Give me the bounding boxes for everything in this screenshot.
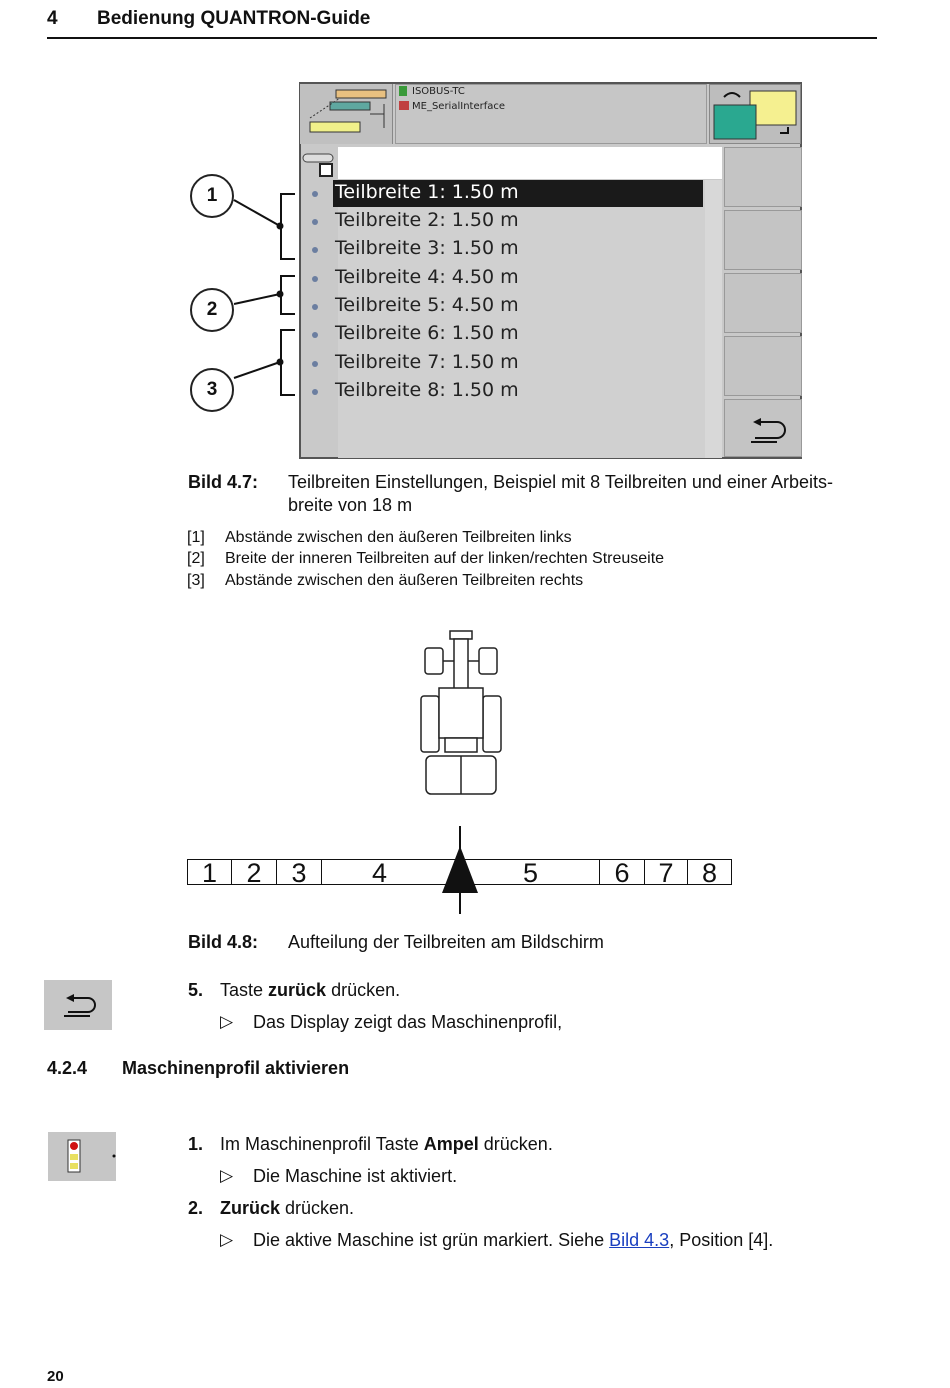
softkey-back[interactable]	[724, 399, 802, 457]
callout-1: 1	[190, 174, 234, 218]
back-arrow-icon	[725, 400, 803, 458]
strip-section-1: 1	[187, 859, 232, 885]
step-1-text: Im Maschinenprofil Taste Ampel drücken.	[220, 1134, 553, 1154]
section-title: Maschinenprofil aktivieren	[122, 1058, 350, 1078]
legend-key-1: [1]	[187, 529, 205, 546]
back-arrow-icon	[44, 980, 112, 1030]
row-bullet	[312, 276, 318, 282]
traffic-light-icon	[48, 1132, 116, 1181]
row-bullet	[312, 389, 318, 395]
strip-section-5: 5	[460, 859, 600, 885]
strip-section-2: 2	[231, 859, 277, 885]
row-bullet	[312, 191, 318, 197]
overview-toggle-icon[interactable]	[709, 84, 801, 144]
center-triangle-icon	[440, 846, 480, 894]
softkey-2[interactable]	[724, 210, 802, 270]
list-row-1[interactable]: Teilbreite 1: 1.50 m	[335, 181, 519, 203]
strip-section-8: 8	[687, 859, 732, 885]
row-bullet	[312, 361, 318, 367]
step-1-number: 1.	[188, 1134, 204, 1154]
strip-section-3: 3	[276, 859, 322, 885]
tractor-icon	[399, 101, 409, 110]
section-settings-icon[interactable]	[300, 84, 393, 144]
step-5-number: 5.	[188, 980, 204, 1000]
result-triangle-icon: ▷	[220, 1012, 234, 1031]
strip-section-4: 4	[321, 859, 461, 885]
row-bullet	[312, 332, 318, 338]
row-bullet	[312, 304, 318, 310]
list-row-5[interactable]: Teilbreite 5: 4.50 m	[335, 294, 519, 316]
step-5-result: Das Display zeigt das Maschinenprofil,	[253, 1012, 563, 1032]
figure-4-7-caption-line1: Teilbreiten Einstellungen, Beispiel mit 8 Teilbreiten und einer Arbeits-	[288, 472, 833, 492]
step-5-text: Taste zurück drücken.	[220, 980, 401, 1000]
callout-2: 2	[190, 288, 234, 332]
figure-4-8-label: Bild 4.8:	[188, 932, 259, 952]
callout-3: 3	[190, 368, 234, 412]
list-scrollbar[interactable]	[705, 180, 722, 458]
legend-key-3: [3]	[187, 572, 205, 589]
machine-profile-icon	[302, 152, 336, 178]
figure-4-3-link[interactable]: Bild 4.3	[609, 1230, 670, 1250]
legend-text-1: Abstände zwischen den äußeren Teilbreiten links	[225, 529, 572, 546]
strip-section-6: 6	[599, 859, 645, 885]
row-bullet	[312, 219, 318, 225]
step-2-text: Zurück drücken.	[220, 1198, 355, 1218]
list-row-7[interactable]: Teilbreite 7: 1.50 m	[335, 351, 519, 373]
list-header-area	[338, 147, 722, 179]
strip-section-7: 7	[644, 859, 688, 885]
row-bullet	[312, 247, 318, 253]
list-row-8[interactable]: Teilbreite 8: 1.50 m	[335, 379, 519, 401]
page-number: 20	[47, 1368, 64, 1385]
screen-title-line2: ME_SerialInterface	[412, 101, 506, 112]
softkey-4[interactable]	[724, 336, 802, 396]
figure-4-8-caption: Aufteilung der Teilbreiten am Bildschirm	[288, 932, 604, 952]
figure-4-7-caption-line2: breite von 18 m	[288, 495, 413, 515]
list-row-2[interactable]: Teilbreite 2: 1.50 m	[335, 209, 519, 231]
chapter-number: 4	[47, 8, 58, 29]
legend-text-3: Abstände zwischen den äußeren Teilbreiten rechts	[225, 572, 584, 589]
step-2-number: 2.	[188, 1198, 204, 1218]
screen-title-line1: ISOBUS-TC	[412, 86, 465, 97]
running-header-title: Bedienung QUANTRON-Guide	[97, 8, 371, 29]
section-number: 4.2.4	[47, 1058, 88, 1078]
back-button-graphic	[44, 980, 112, 1030]
step-2-result: Die aktive Maschine ist grün markiert. Siehe Bild 4.3, Position [4].	[253, 1230, 774, 1250]
step-1-result: Die Maschine ist aktiviert.	[253, 1166, 458, 1186]
traffic-light-button-graphic	[48, 1132, 116, 1181]
list-row-3[interactable]: Teilbreite 3: 1.50 m	[335, 237, 519, 259]
document-icon	[399, 86, 407, 96]
list-row-4[interactable]: Teilbreite 4: 4.50 m	[335, 266, 519, 288]
header-rule	[47, 37, 877, 39]
result-triangle-icon: ▷	[220, 1230, 234, 1249]
list-row-6[interactable]: Teilbreite 6: 1.50 m	[335, 322, 519, 344]
legend-key-2: [2]	[187, 550, 205, 567]
figure-4-7-label: Bild 4.7:	[188, 472, 259, 492]
softkey-1[interactable]	[724, 147, 802, 207]
tractor-top-view-icon	[415, 628, 507, 800]
result-triangle-icon: ▷	[220, 1166, 234, 1185]
softkey-3[interactable]	[724, 273, 802, 333]
legend-text-2: Breite der inneren Teilbreiten auf der linken/rechten Streuseite	[225, 550, 665, 567]
